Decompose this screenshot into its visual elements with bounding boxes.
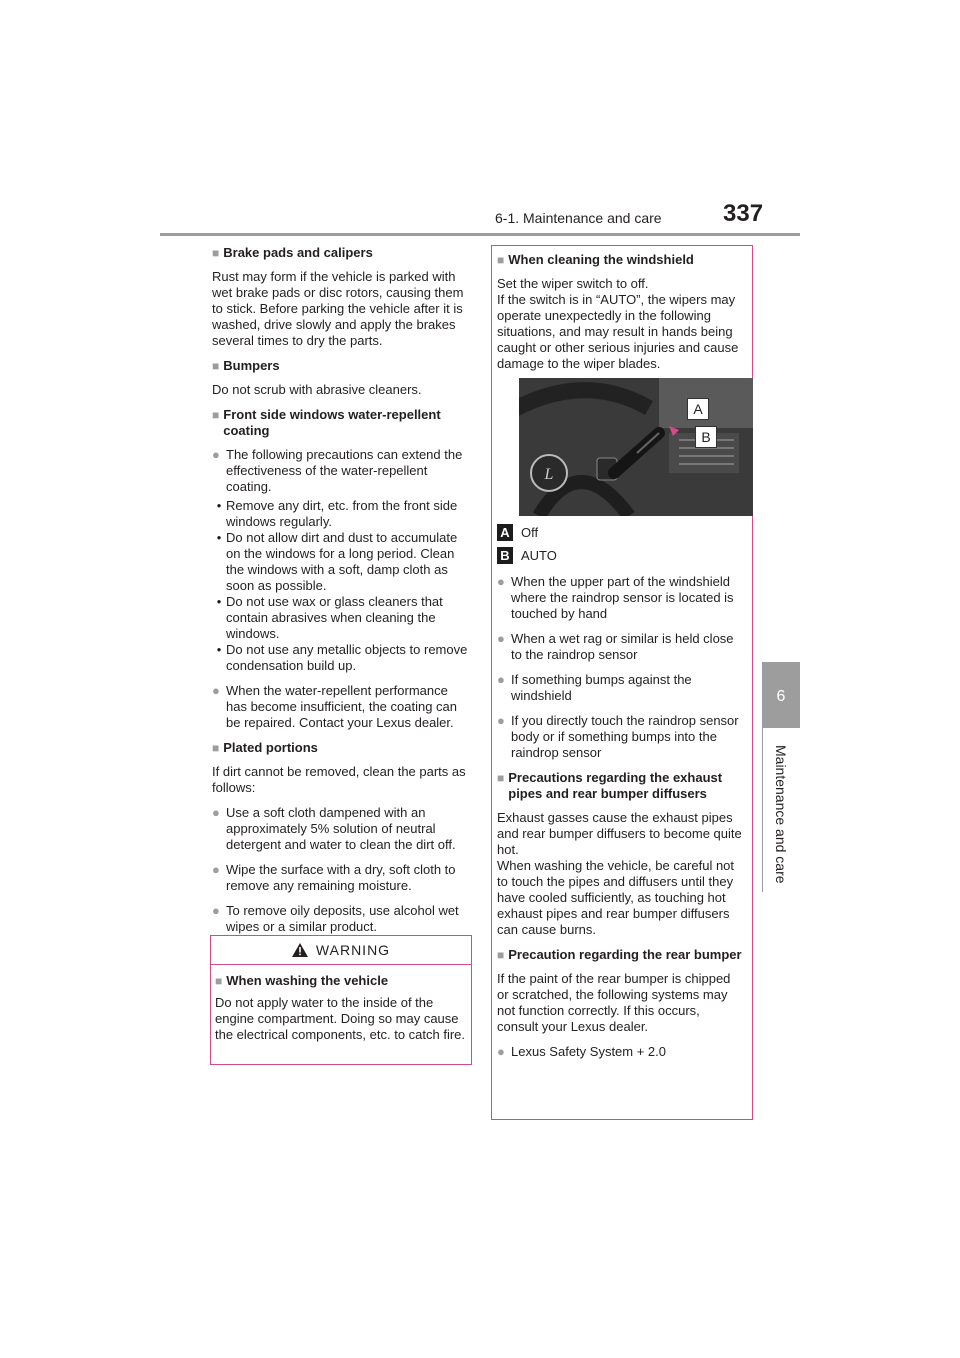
circle-bullet-icon: ● (497, 713, 505, 728)
windshield-text: Set the wiper switch to off. If the switch is in “AUTO”, the wipers may operate unexpectedly in the following situations, and may result in hands being caught or other serious injuries and cause damage to the wiper blades. (497, 276, 739, 371)
square-bullet-icon: ■ (215, 974, 223, 988)
bumpers-text: Do not scrub with abrasive cleaners. (212, 382, 422, 397)
warning-heading: ■ When washing the vehicle (215, 973, 389, 988)
square-bullet-icon: ■ (497, 253, 505, 267)
circle-bullet-icon: ● (497, 574, 505, 589)
brake-heading: ■ Brake pads and calipers (212, 245, 373, 260)
circle-bullet-icon: ● (212, 683, 220, 698)
square-bullet-icon: ■ (497, 771, 505, 785)
list-item: ● When the water-repellent performance has become insufficient, the coating can be repaired. Contact your Lexus dealer. (212, 683, 458, 730)
circle-bullet-icon: ● (212, 447, 220, 462)
list-item: ● Lexus Safety System + 2.0 (497, 1044, 666, 1059)
square-bullet-icon: ■ (497, 948, 505, 962)
square-bullet-icon: ■ (212, 408, 220, 422)
list-item: ● When the upper part of the windshield where the raindrop sensor is located is touched by hand (497, 574, 734, 621)
exhaust-heading: ■ Precautions regarding the exhaust pipes and rear bumper diffusers (497, 770, 723, 801)
plated-text: If dirt cannot be removed, clean the parts as follows: (212, 764, 466, 795)
figure-label-a: A (687, 398, 709, 420)
sub-list-item: • Do not use wax or glass cleaners that contain abrasives when cleaning the windows. (212, 594, 470, 642)
warning-title-bar (211, 936, 471, 965)
bumpers-heading: ■ Bumpers (212, 358, 280, 373)
callout-a-text: Off (521, 524, 539, 540)
list-item: ● The following precautions can extend the effectiveness of the water-repellent coating. (212, 447, 463, 494)
warning-title: WARNING (315, 942, 391, 958)
sub-list-item: • Remove any dirt, etc. from the front side windows regularly. (212, 498, 470, 530)
wiper-switch-figure (519, 378, 753, 516)
circle-bullet-icon: ● (212, 805, 220, 820)
rear-bumper-text: If the paint of the rear bumper is chipped or scratched, the following systems may not function correctly. If this occurs, consult your Lexus dealer. (497, 971, 731, 1034)
list-item: ● Use a soft cloth dampened with an approximately 5% solution of neutral detergent and water to clean the dirt off. (212, 805, 456, 852)
circle-bullet-icon: ● (497, 1044, 505, 1059)
warning-triangle-icon (292, 943, 308, 957)
warning-box (210, 935, 472, 1065)
square-bullet-icon: ■ (212, 741, 220, 755)
warning-text: Do not apply water to the inside of the engine compartment. Doing so may cause the electrical components, etc. to catch fire. (215, 995, 466, 1042)
middle-dot-icon: • (216, 498, 222, 513)
right-column (497, 252, 742, 1069)
circle-bullet-icon: ● (497, 672, 505, 687)
chapter-tab-number: 6 (776, 688, 786, 705)
callout-a-label: A (497, 524, 513, 541)
square-bullet-icon: ■ (212, 246, 220, 260)
chapter-tab-label: Maintenance and care (773, 745, 789, 884)
square-bullet-icon: ■ (212, 359, 220, 373)
middle-dot-icon: • (216, 530, 222, 545)
exhaust-text: Exhaust gasses cause the exhaust pipes and rear bumper diffusers to become quite hot. When washing the vehicle, be careful not to touch the pipes and diffusers until they have cooled sufficiently, as touching hot exhaust pipes and rear bumper diffusers can cause burns. (497, 810, 742, 937)
list-item: ● Wipe the surface with a dry, soft cloth to remove any remaining moisture. (212, 862, 456, 893)
windows-heading: ■ Front side windows water-repellent coating (212, 407, 441, 438)
rear-bumper-heading: ■ Precaution regarding the rear bumper (497, 947, 742, 962)
callout-b (497, 547, 742, 564)
section-title: 6-1. Maintenance and care (495, 210, 662, 226)
callout-a (497, 524, 742, 541)
sub-list-item: • Do not use any metallic objects to remove condensation build up. (212, 642, 470, 674)
windshield-heading: ■ When cleaning the windshield (497, 252, 694, 267)
circle-bullet-icon: ● (212, 903, 220, 918)
list-item: ● If you directly touch the raindrop sensor body or if something bumps into the raindrop sensor (497, 713, 739, 760)
circle-bullet-icon: ● (497, 631, 505, 646)
figure-label-b: B (695, 426, 717, 448)
list-item: ● When a wet rag or similar is held close to the raindrop sensor (497, 631, 734, 662)
left-column (212, 245, 470, 944)
list-item: ● To remove oily deposits, use alcohol wet wipes or a similar product. (212, 903, 459, 934)
chapter-tab-rule (762, 728, 763, 892)
wiper-lever-illustration (519, 378, 753, 516)
list-item: ● If something bumps against the windshield (497, 672, 692, 703)
plated-heading: ■ Plated portions (212, 740, 318, 755)
header-rule (160, 233, 800, 236)
circle-bullet-icon: ● (212, 862, 220, 877)
page-number: 337 (723, 200, 764, 227)
svg-text:L: L (544, 466, 554, 483)
middle-dot-icon: • (216, 642, 222, 657)
middle-dot-icon: • (216, 594, 222, 609)
callout-b-text: AUTO (521, 547, 557, 563)
sub-list-item: • Do not allow dirt and dust to accumulate on the windows for a long period. Clean the windows with a soft, damp cloth as soon as possible. (212, 530, 470, 594)
callout-b-label: B (497, 547, 513, 564)
warning-body (211, 965, 471, 1043)
brake-text: Rust may form if the vehicle is parked with wet brake pads or disc rotors, causing them to stick. Before parking the vehicle after it is washed, drive slowly and apply the brakes several times to dry the parts. (212, 269, 464, 348)
sub-list (212, 498, 470, 674)
